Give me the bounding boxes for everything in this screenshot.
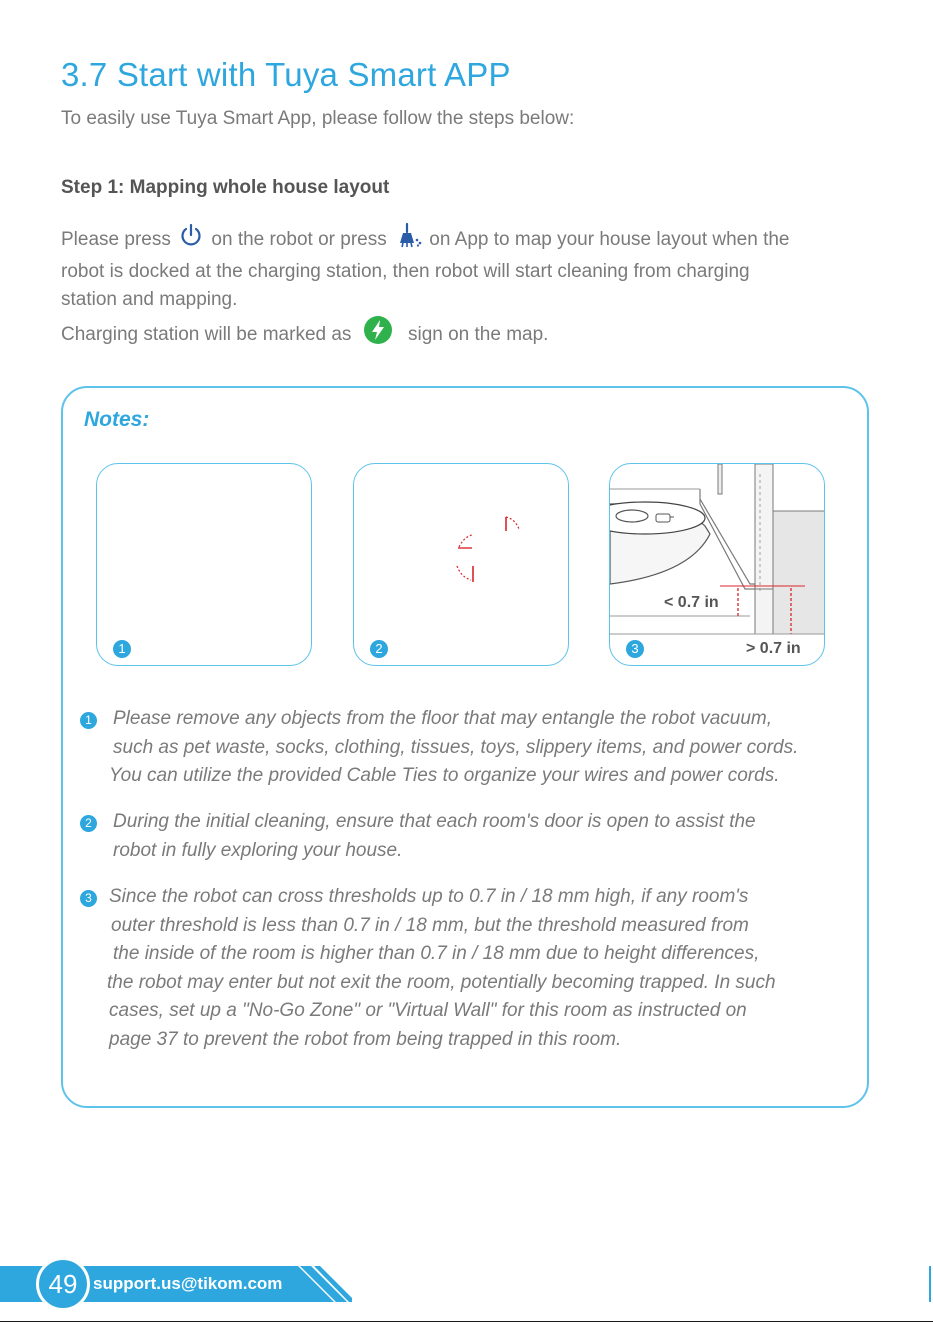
charging-bolt-icon xyxy=(363,315,393,355)
illustration-panel-2 xyxy=(353,463,569,666)
note-number-3: 3 xyxy=(80,890,97,907)
step1-line-3: station and mapping. xyxy=(61,289,238,310)
step1-text-4b: sign on the map. xyxy=(407,323,549,345)
note-number-1: 1 xyxy=(80,712,97,729)
note-3-line-4: the robot may enter but not exit the room, potentially becoming trapped. In such xyxy=(107,971,776,993)
note-3-line-3: the inside of the room is higher than 0.7 in / 18 mm due to height differences, xyxy=(113,943,760,964)
step1-paragraph xyxy=(61,222,861,354)
page-number-badge: 49 xyxy=(36,1257,90,1311)
threshold-greater-label: > 0.7 in xyxy=(746,640,801,657)
note-1-line-3: You can utilize the provided Cable Ties to organize your wires and power cords. xyxy=(109,765,780,786)
step1-line-4 xyxy=(61,315,861,355)
step1-line-1 xyxy=(61,222,861,258)
step1-text-c: on App to map your house layout when the xyxy=(429,228,790,250)
note-item-1 xyxy=(109,705,799,791)
support-email: support.us@tikom.com xyxy=(93,1274,283,1293)
note-1-line-2: such as pet waste, socks, clothing, tissues, toys, slippery items, and power cords. xyxy=(113,736,799,758)
page-edge-marker xyxy=(929,1266,931,1302)
door-guide-marks xyxy=(354,464,569,666)
step1-heading: Step 1: Mapping whole house layout xyxy=(61,177,390,198)
intro-text: To easily use Tuya Smart App, please follow the steps below: xyxy=(61,108,575,129)
clean-brush-icon xyxy=(394,222,422,258)
note-number-2: 2 xyxy=(80,815,97,832)
footer-divider xyxy=(0,1321,933,1322)
step1-line-2: robot is docked at the charging station, then robot will start cleaning from charging xyxy=(61,260,750,282)
power-icon xyxy=(178,222,204,258)
panel-number-3: 3 xyxy=(626,640,644,658)
illustration-panel-3 xyxy=(609,463,825,666)
illustration-panel-1 xyxy=(96,463,312,666)
step1-text-a: Please press xyxy=(61,228,171,250)
panel-number-2: 2 xyxy=(370,640,388,658)
threshold-illustration xyxy=(610,464,825,666)
note-item-2 xyxy=(113,808,756,865)
note-3-line-2: outer threshold is less than 0.7 in / 18 mm, but the threshold measured from xyxy=(111,914,749,936)
note-2-line-1: During the initial cleaning, ensure that each room's door is open to assist the xyxy=(113,811,756,832)
note-3-line-6: page 37 to prevent the robot from being trapped in this room. xyxy=(109,1028,622,1050)
step1-text-b: on the robot or press xyxy=(211,228,387,250)
panel-number-1: 1 xyxy=(113,640,131,658)
note-3-line-1: Since the robot can cross thresholds up to 0.7 in / 18 mm high, if any room's xyxy=(109,886,749,907)
step1-text-4a: Charging station will be marked as xyxy=(61,323,352,345)
note-1-line-1: Please remove any objects from the floor that may entangle the robot vacuum, xyxy=(113,708,773,729)
note-2-line-2: robot in fully exploring your house. xyxy=(113,839,403,861)
threshold-less-label: < 0.7 in xyxy=(664,594,719,611)
note-3-line-5: cases, set up a "No-Go Zone" or "Virtual Wall" for this room as instructed on xyxy=(109,1000,747,1021)
notes-title: Notes: xyxy=(84,408,150,431)
note-item-3 xyxy=(109,883,776,1054)
page-title: 3.7 Start with Tuya Smart APP xyxy=(61,56,511,93)
